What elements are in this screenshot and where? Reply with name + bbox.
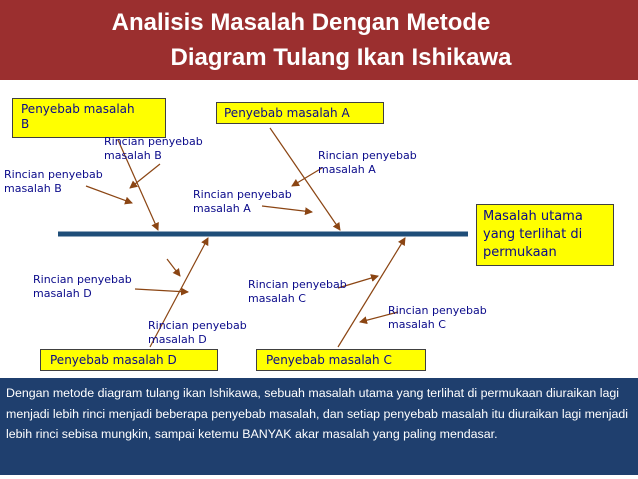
detail-label-d2: Rincian penyebab masalah D (148, 319, 247, 346)
cause-label-a: Penyebab masalah A (224, 106, 350, 120)
detail-label-a1: Rincian penyebab masalah A (318, 149, 417, 176)
cause-box-a (216, 102, 384, 124)
cause-label-c: Penyebab masalah C (266, 353, 392, 367)
cause-label-d: Penyebab masalah D (50, 353, 177, 367)
detail-label-d1: Rincian penyebab masalah D (33, 273, 132, 300)
explanation-panel (0, 378, 638, 475)
explanation-text: Dengan metode diagram tulang ikan Ishikawa, sebuah masalah utama yang terlihat di permukaan diuraikan lagi menjadi lebih rinci menjadi beberapa penyebab masalah, dan setiap penyebab masalah itu diuraikan lagi menjadi lebih rinci sebisa mungkin, sampai ketemu BANYAK akar masalah yang paling mendasar. (6, 386, 629, 441)
main-problem-box (476, 204, 614, 266)
title-line-2: Diagram Tulang Ikan Ishikawa (170, 44, 512, 71)
cause-box-b (12, 98, 166, 138)
cause-box-c (256, 349, 426, 371)
cause-label-b: Penyebab masalah B (21, 102, 135, 131)
sub-bone-d2 (167, 259, 180, 276)
cause-box-d (40, 349, 218, 371)
detail-label-b1: Rincian penyebab masalah B (104, 135, 203, 162)
detail-label-a2: Rincian penyebab masalah A (193, 188, 292, 215)
title-line-1: Analisis Masalah Dengan Metode (111, 9, 491, 36)
detail-label-c1: Rincian penyebab masalah C (248, 278, 347, 305)
main-problem-label: Masalah utama yang terlihat di permukaan (483, 209, 583, 260)
detail-label-b2: Rincian penyebab masalah B (4, 168, 103, 195)
detail-label-c2: Rincian penyebab masalah C (388, 304, 487, 331)
